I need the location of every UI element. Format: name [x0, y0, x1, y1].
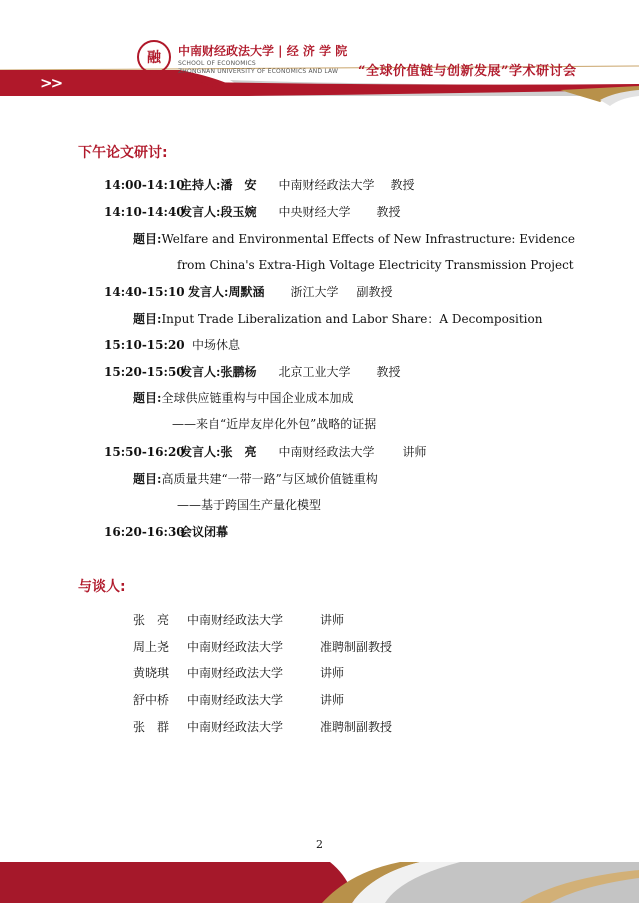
university-name-en: ZHONGNAN UNIVERSITY OF ECONOMICS AND LAW — [178, 68, 339, 75]
discussant-org: 中南财经政法大学 — [187, 720, 284, 734]
school-name-en: SCHOOL OF ECONOMICS — [178, 60, 256, 67]
topic-text: Welfare and Environmental Effects of New Infrastructure: Evidence — [161, 232, 575, 246]
role-label: 主持人: — [180, 178, 221, 192]
talk-topic-continued — [177, 257, 574, 273]
page-footer — [0, 858, 639, 903]
university-logo-text: 中南财经政法大学 | 经 济 学 院 — [178, 44, 348, 58]
schedule-item-speaker — [104, 204, 400, 220]
role-label: 发言人: — [180, 445, 221, 459]
schedule-time: 14:00-14:10 — [104, 178, 185, 192]
schedule-time: 14:40-15:10 — [104, 285, 185, 299]
afternoon-section-title: 下午论文研讨: — [78, 145, 168, 161]
page-header — [0, 0, 639, 110]
discussant-org: 中南财经政法大学 — [187, 693, 284, 707]
page-number: 2 — [316, 838, 323, 851]
topic-text: ——基于跨国生产量化模型 — [177, 498, 322, 512]
topic-label: 题目: — [133, 232, 162, 246]
schedule-time: 14:10-14:40 — [104, 205, 185, 219]
footer-banner-graphic — [0, 858, 639, 903]
schedule-item-speaker — [104, 284, 392, 300]
schedule-item-host — [104, 177, 414, 193]
person-org: 北京工业大学 — [278, 365, 351, 379]
person-name: 段玉婉 — [220, 205, 257, 219]
schedule-time: 15:20-15:50 — [104, 365, 185, 379]
discussant-org: 中南财经政法大学 — [187, 666, 284, 680]
talk-topic-continued — [172, 416, 376, 432]
talk-topic-continued — [177, 497, 321, 513]
schedule-item-speaker — [104, 364, 400, 380]
discussant-row — [133, 665, 344, 681]
talk-topic — [133, 471, 378, 487]
discussants-section-title: 与谈人: — [78, 579, 126, 595]
person-org: 中南财经政法大学 — [278, 178, 375, 192]
role-label: 发言人: — [180, 205, 221, 219]
discussant-row — [133, 719, 392, 735]
topic-text: Input Trade Liberalization and Labor Share：A Decomposition — [161, 312, 543, 326]
event-label: 会议闭幕 — [180, 525, 229, 539]
double-chevron-icon: >> — [40, 74, 62, 92]
schedule-time: 15:10-15:20 — [104, 338, 185, 352]
topic-text: 全球供应链重构与中国企业成本加成 — [161, 391, 354, 405]
person-title: 教授 — [376, 365, 401, 379]
person-title: 副教授 — [356, 285, 393, 299]
event-label: 中场休息 — [192, 338, 241, 352]
role-label: 发言人: — [188, 285, 229, 299]
topic-text: ——来自“近岸友岸化外包”战略的证据 — [172, 417, 377, 431]
discussant-title: 讲师 — [320, 613, 345, 627]
discussant-name: 周上尧 — [133, 640, 170, 654]
person-name: 张 亮 — [220, 445, 257, 459]
topic-text: from China's Extra-High Voltage Electricity Transmission Project — [177, 258, 574, 272]
person-title: 讲师 — [402, 445, 427, 459]
person-title: 教授 — [376, 205, 401, 219]
person-title: 教授 — [390, 178, 415, 192]
schedule-item-closing — [104, 524, 228, 540]
discussant-title: 准聘制副教授 — [320, 640, 393, 654]
person-org: 中央财经大学 — [278, 205, 351, 219]
discussant-row — [133, 639, 392, 655]
schedule-time: 16:20-16:30 — [104, 525, 185, 539]
person-name: 周默涵 — [228, 285, 265, 299]
discussant-title: 讲师 — [320, 666, 345, 680]
discussant-name: 黄晓琪 — [133, 666, 170, 680]
discussant-row — [133, 612, 344, 628]
role-label: 发言人: — [180, 365, 221, 379]
topic-text: 高质量共建“一带一路”与区域价值链重构 — [161, 472, 378, 486]
discussant-org: 中南财经政法大学 — [187, 640, 284, 654]
discussant-name: 张 群 — [133, 720, 170, 734]
discussant-title: 讲师 — [320, 693, 345, 707]
topic-label: 题目: — [133, 391, 162, 405]
discussant-title: 准聘制副教授 — [320, 720, 393, 734]
discussant-name: 张 亮 — [133, 613, 170, 627]
university-seal-icon: 融 — [137, 40, 171, 74]
conference-title: “全球价值链与创新发展”学术研讨会 — [358, 64, 577, 79]
person-org: 中南财经政法大学 — [278, 445, 375, 459]
discussant-name: 舒中桥 — [133, 693, 170, 707]
schedule-time: 15:50-16:20 — [104, 445, 185, 459]
discussant-org: 中南财经政法大学 — [187, 613, 284, 627]
person-name: 张鹏杨 — [220, 365, 257, 379]
discussant-row — [133, 692, 344, 708]
schedule-item-speaker — [104, 444, 426, 460]
person-name: 潘 安 — [220, 178, 257, 192]
schedule-item-break — [104, 337, 240, 353]
person-org: 浙江大学 — [290, 285, 339, 299]
talk-topic — [133, 311, 542, 327]
topic-label: 题目: — [133, 312, 162, 326]
topic-label: 题目: — [133, 472, 162, 486]
talk-topic — [133, 231, 575, 247]
talk-topic — [133, 390, 353, 406]
